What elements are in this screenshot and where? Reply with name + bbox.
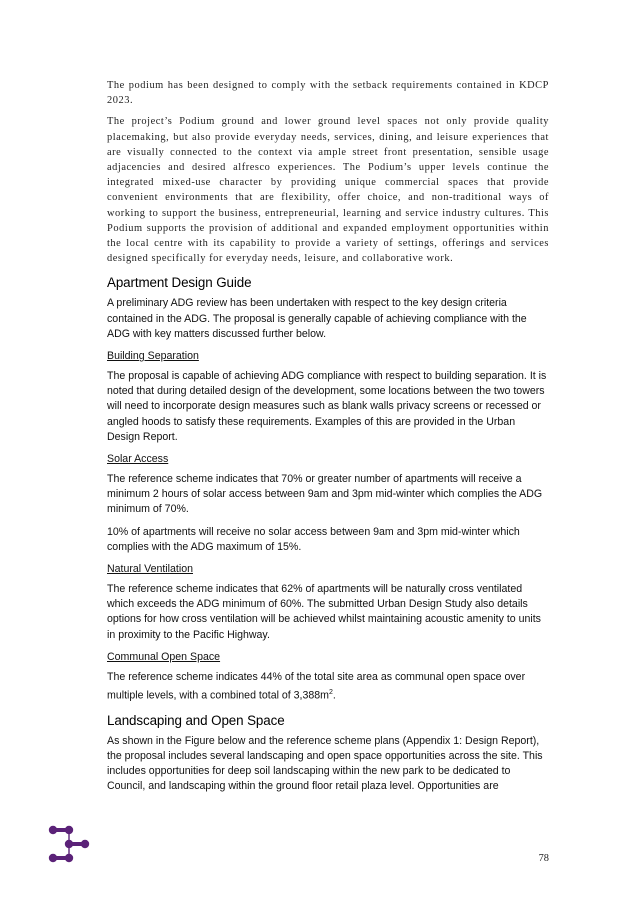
natural-ventilation-paragraph: The reference scheme indicates that 62% of apartments will be naturally cross ventilated which exceeds the ADG minimum of 60%. The submitted Urban Design Study also details options for how cross ventilation will be achieved whilst maintaining acoustic amenity to units in proximity to the Pacific Highway.	[107, 583, 541, 641]
adg-intro-paragraph: A preliminary ADG review has been undertaken with respect to the key design criteria contained in the ADG. The proposal is generally capable of achieving compliance with the ADG with key matters discussed further below.	[107, 297, 527, 340]
landscaping-paragraph: As shown in the Figure below and the reference scheme plans (Appendix 1: Design Report), the proposal includes several landscaping and open space opportunities across the site. This includes opportunities for deep soil landscaping within the new park to be dedicated to Council, and landscaping within the ground floor retail plaza level. Opportunities are	[107, 734, 543, 793]
solar-access-paragraph-1: The reference scheme indicates that 70% or greater number of apartments will receive a minimum 2 hours of solar access between 9am and 3pm mid-winter which complies the ADG minimum of 70%.	[107, 473, 543, 516]
dots-logo-icon	[48, 825, 90, 863]
landscaping-heading: Landscaping and Open Space	[107, 712, 285, 728]
communal-open-space-subheading: Communal Open Space	[107, 650, 221, 663]
building-separation-paragraph: The proposal is capable of achieving ADG compliance with respect to building separation. It is noted that during detailed design of the development, some locations between the two towers will need to incorporate design measures such as blank walls privacy screens or recessed or angled hoods to satisfy these requirements. Examples of this are provided in the Urban Design Report.	[107, 370, 547, 443]
podium-description-paragraph: The project’s Podium ground and lower ground level spaces not only provide quality placemaking, but also provide everyday needs, services, dining, and leisure experiences that are visually connected to the context via ample street front presentation, sensible usage adjacencies and desired alfresco experiences. The Podium’s upper levels continue the integrated mixed-use character by providing unique commercial spaces that provide convenient environments that are flexibility, offer choice, and non-traditional ways of working to support the business, entrepreneurial, learning and service industry cultures. This Podium supports the provision of additional and expanded employment opportunities within the local centre with its capability to provide a variety of settings, offerings and services designed specifically for everyday needs, leisure, and collaborative work.	[107, 116, 549, 265]
adg-heading: Apartment Design Guide	[107, 275, 252, 291]
communal-open-space-paragraph	[107, 670, 549, 704]
area-superscript: 2	[329, 689, 333, 697]
podium-setback-paragraph: The podium has been designed to comply with the setback requirements contained in KDCP 2023.	[107, 80, 549, 107]
building-separation-subheading: Building Separation	[107, 350, 199, 363]
communal-open-space-text: The reference scheme indicates 44% of the total site area as communal open space over multiple levels, with a combined total of 3,388m	[107, 670, 526, 702]
communal-open-space-end: .	[332, 689, 336, 702]
page-number: 78	[538, 853, 549, 864]
solar-access-paragraph-2: 10% of apartments will receive no solar access between 9am and 3pm mid-winter which complies with the ADG maximum of 15%.	[107, 525, 520, 553]
solar-access-subheading: Solar Access	[107, 453, 169, 466]
natural-ventilation-subheading: Natural Ventilation	[107, 563, 193, 576]
page-content	[107, 78, 549, 802]
